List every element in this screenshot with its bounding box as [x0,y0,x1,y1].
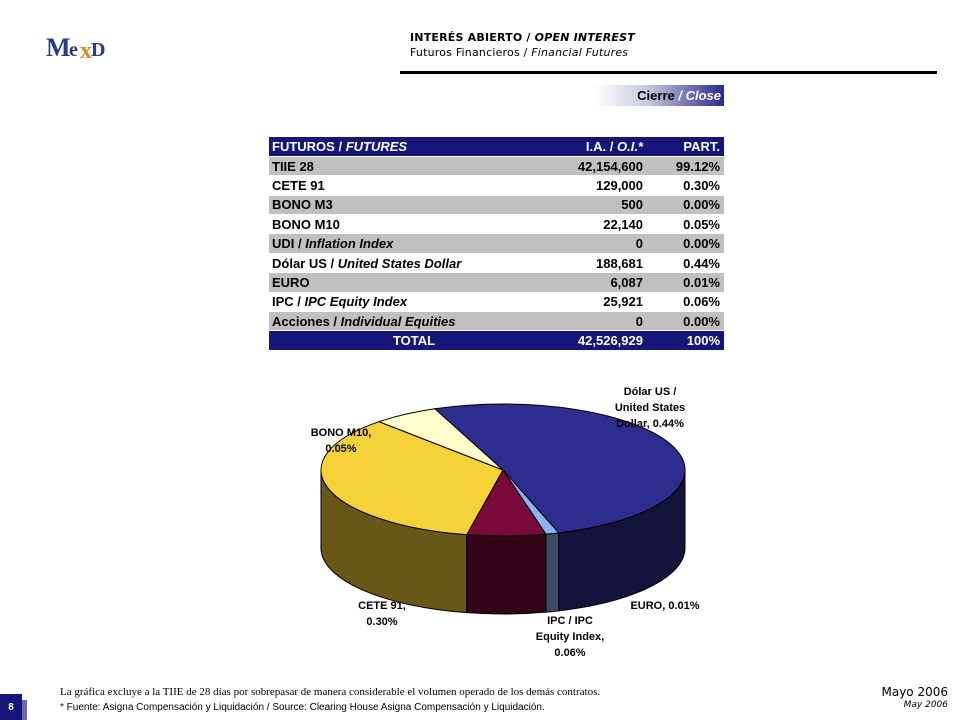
row-part: 0.30% [647,176,724,195]
row-part: 0.06% [647,292,724,311]
total-label: TOTAL [269,331,559,350]
row-part: 0.01% [647,273,724,292]
table-row [269,176,724,195]
total-open-interest: 42,526,929 [559,331,647,350]
page-title: INTERÉS ABIERTO / OPEN INTEREST [410,31,635,44]
col-header-futures: FUTUROS / FUTURES [269,137,559,156]
svg-text:x: x [80,38,92,64]
row-part: 0.05% [647,215,724,234]
table-header-row [269,137,724,156]
svg-text:M: M [46,33,70,62]
row-name: IPC / IPC Equity Index [269,292,559,311]
total-part: 100% [647,331,724,350]
row-open-interest: 6,087 [559,273,647,292]
svg-text:D: D [91,39,106,61]
table-row [269,273,724,292]
row-open-interest: 500 [559,195,647,214]
row-open-interest: 22,140 [559,215,647,234]
row-part: 0.44% [647,253,724,272]
page-header [410,30,635,60]
row-open-interest: 188,681 [559,253,647,272]
table-row [269,195,724,214]
pie-label-bono-m10: BONO M10, 0.05% [310,427,372,455]
table-row [269,215,724,234]
row-name: BONO M10 [269,215,559,234]
row-part: 0.00% [647,312,724,331]
table-row [269,156,724,175]
pie-label-euro: EURO, 0.01% [630,600,700,612]
row-name: CETE 91 [269,176,559,195]
row-part: 0.00% [647,195,724,214]
source-note: * Fuente: Asigna Compensación y Liquidación / Source: Clearing House Asigna Compensación y Liquidación. [60,702,545,713]
header-divider [400,71,937,74]
footer-date [881,686,948,712]
row-open-interest: 0 [559,312,647,331]
pie-side-euro [546,533,559,612]
row-open-interest: 129,000 [559,176,647,195]
col-header-open-interest: I.A. / O.I.* [559,137,647,156]
svg-text:e: e [69,39,78,61]
row-name: UDI / Inflation Index [269,234,559,253]
row-part: 0.00% [647,234,724,253]
row-part: 99.12% [647,156,724,175]
table-row [269,312,724,331]
row-name: Acciones / Individual Equities [269,312,559,331]
page-subtitle: Futuros Financieros / Financial Futures [410,46,629,59]
chart-note: La gráfica excluye a la TIIE de 28 días por sobrepasar de manera considerable el volumen operado de los demás contratos. [60,686,601,698]
row-name: TIIE 28 [269,156,559,175]
mexder-logo [44,28,110,66]
close-label: Cierre / Close [594,85,724,106]
table-row [269,253,724,272]
row-name: BONO M3 [269,195,559,214]
col-header-part: PART. [647,137,724,156]
row-open-interest: 25,921 [559,292,647,311]
row-open-interest: 0 [559,234,647,253]
pie-label-cete-91: CETE 91, 0.30% [358,600,406,628]
row-open-interest: 42,154,600 [559,156,647,175]
row-name: Dólar US / United States Dollar [269,253,559,272]
date-en: May 2006 [903,700,948,710]
pie-side-ipc-ipc-equity-index [467,534,546,614]
page-number-accent [22,700,27,720]
table-total-row [269,331,724,350]
pie-label-dolar: Dólar US / United States Dollar, 0.44% [614,386,686,430]
pie-label-ipc: IPC / IPC Equity Index, 0.06% [535,615,605,659]
row-name: EURO [269,273,559,292]
table-row [269,292,724,311]
date-es: Mayo 2006 [881,685,948,699]
futures-table [269,137,724,351]
page-number: 8 [0,694,22,720]
table-row [269,234,724,253]
